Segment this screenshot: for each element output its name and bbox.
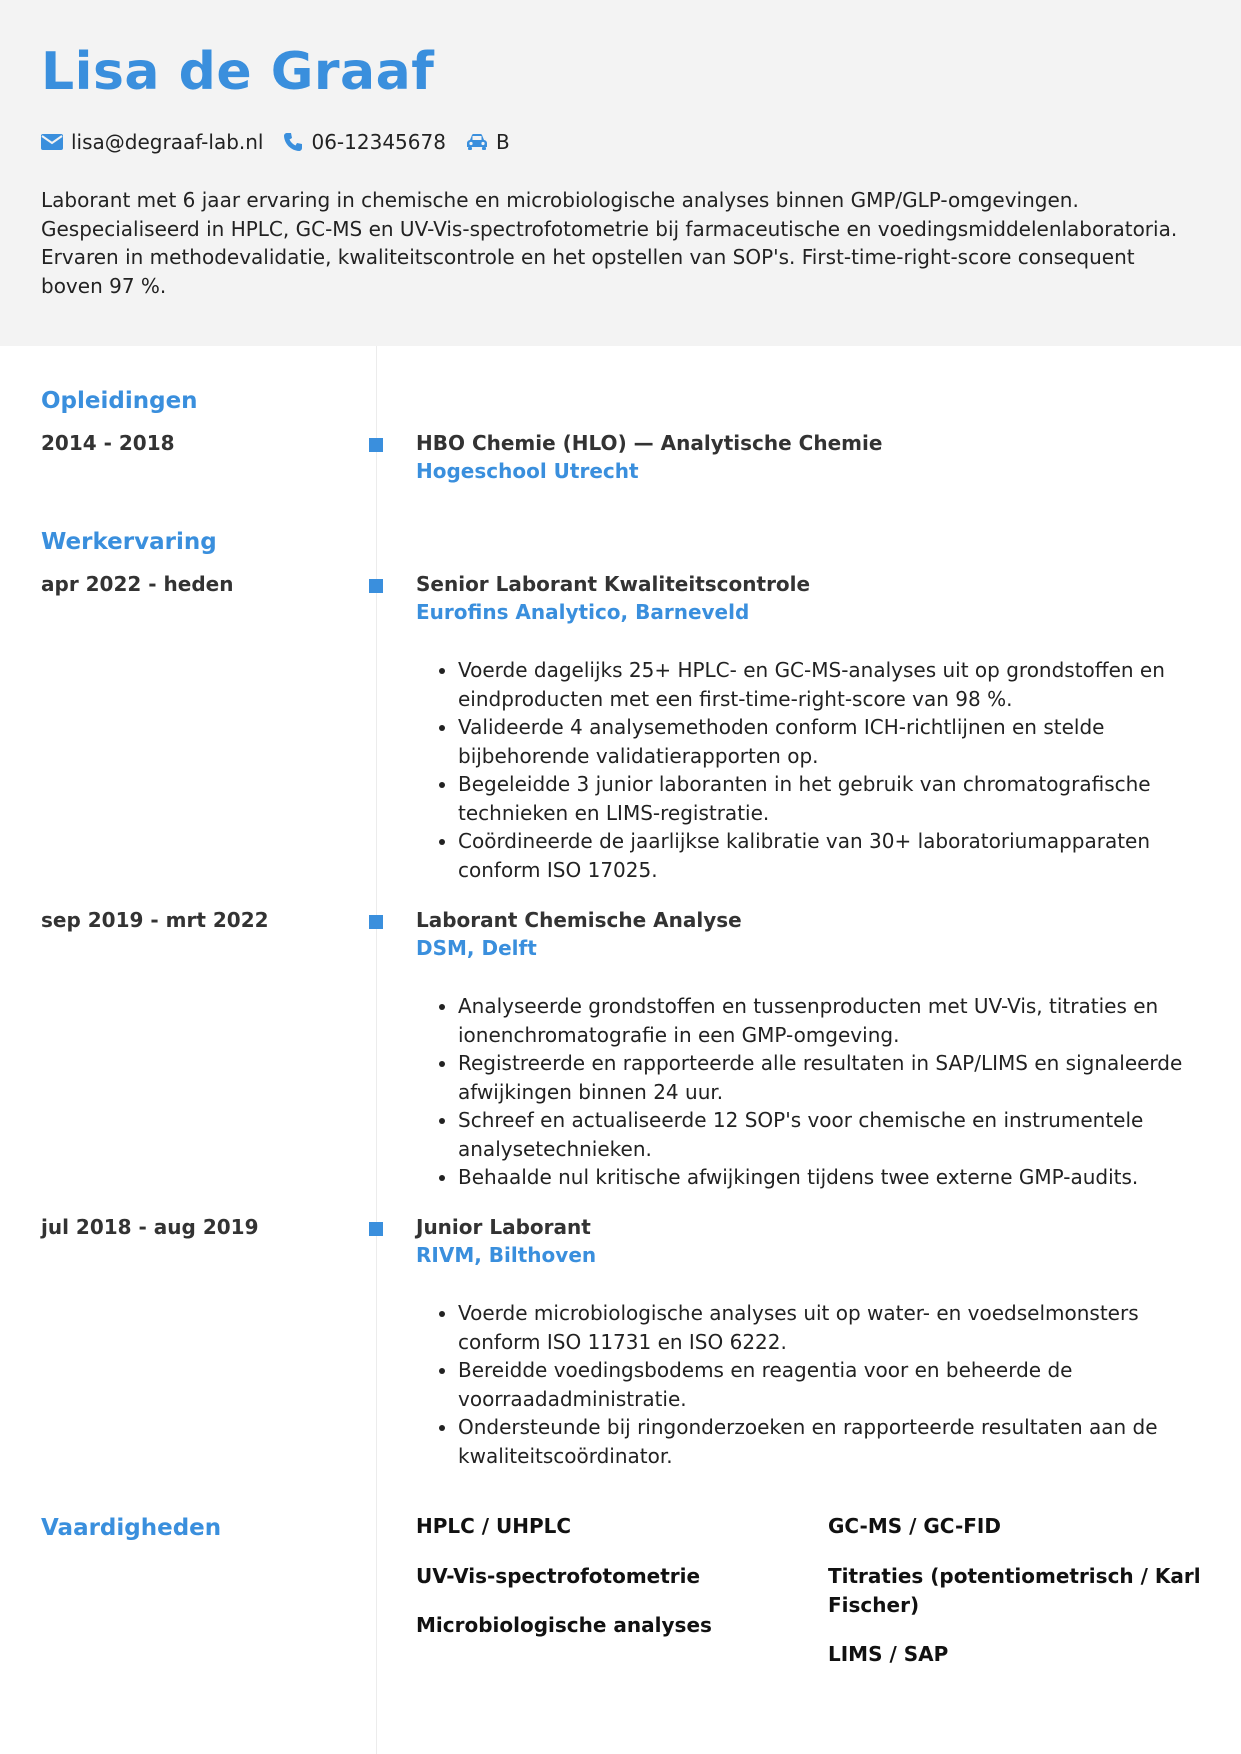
experience-bullets: [416, 1299, 1206, 1470]
experience-heading: Werkervaring: [41, 529, 217, 555]
header-panel: [0, 0, 1241, 346]
timeline-marker: [369, 1222, 383, 1236]
experience-role: Junior Laborant: [416, 1215, 591, 1239]
timeline-marker: [369, 915, 383, 929]
experience-period: jul 2018 - aug 2019: [41, 1215, 259, 1239]
profile-summary: Laborant met 6 jaar ervaring in chemische en microbiologische analyses binnen GMP/GLP-omgevingen. Gespecialiseerd in HPLC, GC-MS en UV-Vis-spectrofotometrie bij farmaceutische en voedingsmiddelenlaboratoria. Ervaren in methodevalidatie, kwaliteitscontrole en het opstellen van SOP's. First-time-right-score consequent boven 97 %.: [41, 188, 1178, 298]
list-item: • Schreef en actualiseerde 12 SOP's voor chemische en instrumentele analysetechnieken.: [458, 1106, 1206, 1163]
experience-company: DSM, Delft: [416, 936, 537, 960]
education-heading: Opleidingen: [41, 388, 198, 414]
contact-phone[interactable]: [283, 130, 445, 154]
timeline-marker: [369, 579, 383, 593]
experience-company: Eurofins Analytico, Barneveld: [416, 600, 750, 624]
contact-email[interactable]: [41, 130, 263, 154]
list-item: • Behaalde nul kritische afwijkingen tijdens twee externe GMP-audits.: [458, 1163, 1206, 1192]
education-school: Hogeschool Utrecht: [416, 459, 639, 483]
contact-row: [41, 128, 530, 156]
email-text: lisa@degraaf-lab.nl: [71, 130, 264, 154]
envelope-icon: [41, 134, 63, 150]
candidate-name: Lisa de Graaf: [41, 42, 435, 102]
list-item: • Registreerde en rapporteerde alle resultaten in SAP/LIMS en signaleerde afwijkingen binnen 24 uur.: [458, 1049, 1206, 1106]
list-item: • Voerde microbiologische analyses uit op water- en voedselmonsters conform ISO 11731 en ISO 6222.: [458, 1299, 1206, 1356]
skill-item: Titraties (potentiometrisch / Karl Fischer): [828, 1564, 1201, 1617]
list-item: • Voerde dagelijks 25+ HPLC- en GC-MS-analyses uit op grondstoffen en eindproducten met een first-time-right-score van 98 %.: [458, 656, 1206, 713]
skills-heading: Vaardigheden: [41, 1515, 222, 1541]
experience-bullets: [416, 656, 1206, 884]
list-item: • Analyseerde grondstoffen en tussenproducten met UV-Vis, titraties en ionenchromatografie in een GMP-omgeving.: [458, 992, 1206, 1049]
experience-role: Laborant Chemische Analyse: [416, 908, 742, 932]
phone-icon: [283, 132, 303, 152]
experience-period: apr 2022 - heden: [41, 572, 234, 596]
license-text: B: [495, 130, 510, 154]
skill-item: HPLC / UHPLC: [416, 1514, 572, 1538]
list-item: • Begeleidde 3 junior laboranten in het gebruik van chromatografische technieken en LIMS-registratie.: [458, 770, 1206, 827]
list-item: • Ondersteunde bij ringonderzoeken en rapporteerde resultaten aan de kwaliteitscoördinator.: [458, 1413, 1206, 1470]
timeline-marker: [369, 438, 383, 452]
skill-item: GC-MS / GC-FID: [828, 1514, 1001, 1538]
car-icon: [466, 133, 488, 151]
experience-company: RIVM, Bilthoven: [416, 1243, 597, 1267]
list-item: • Valideerde 4 analysemethoden conform ICH-richtlijnen en stelde bijbehorende validatierapporten op.: [458, 713, 1206, 770]
experience-role: Senior Laborant Kwaliteitscontrole: [416, 572, 811, 596]
skill-item: LIMS / SAP: [828, 1642, 949, 1666]
timeline-divider: [376, 346, 377, 1754]
skill-item: Microbiologische analyses: [416, 1613, 712, 1637]
list-item: • Bereidde voedingsbodems en reagentia voor en beheerde de voorraadadministratie.: [458, 1356, 1206, 1413]
phone-text: 06-12345678: [311, 130, 446, 154]
skill-item: UV-Vis-spectrofotometrie: [416, 1564, 701, 1588]
experience-bullets: [416, 992, 1206, 1192]
contact-license: [466, 130, 510, 154]
experience-period: sep 2019 - mrt 2022: [41, 908, 269, 932]
list-item: • Coördineerde de jaarlijkse kalibratie van 30+ laboratoriumapparaten conform ISO 17025.: [458, 827, 1206, 884]
education-period: 2014 - 2018: [41, 431, 175, 455]
education-degree: HBO Chemie (HLO) — Analytische Chemie: [416, 431, 883, 455]
